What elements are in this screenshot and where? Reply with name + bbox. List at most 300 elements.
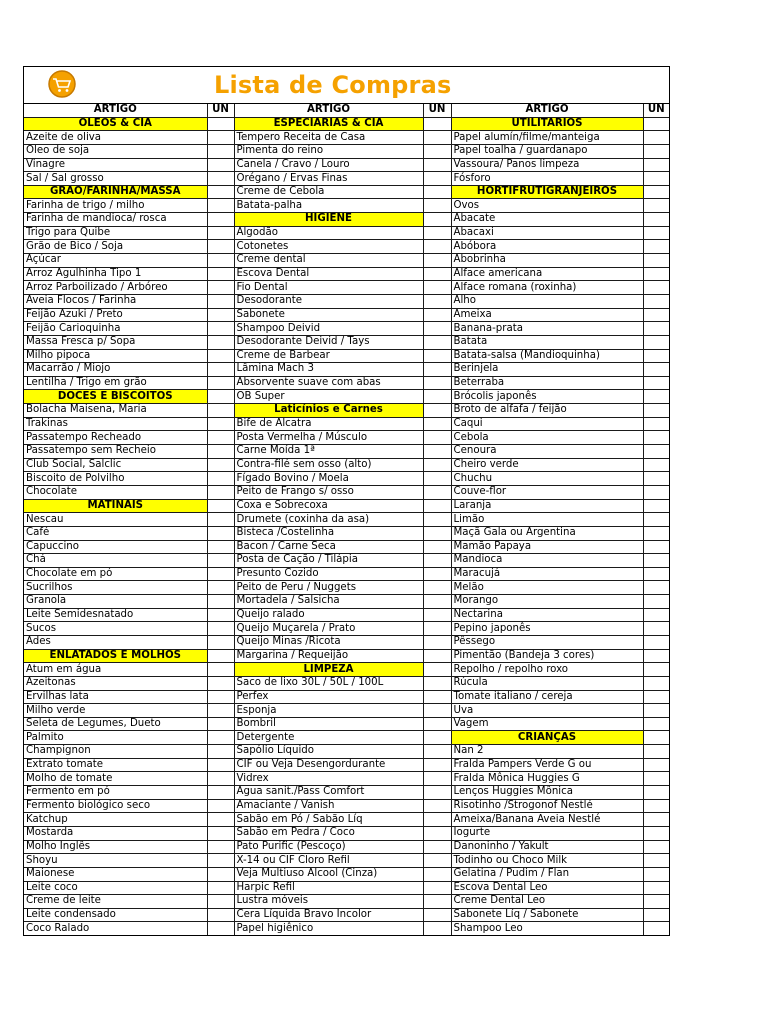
table-row <box>24 322 669 336</box>
quantity-cell[interactable] <box>643 485 669 499</box>
quantity-cell[interactable] <box>207 690 234 704</box>
quantity-cell[interactable] <box>207 267 234 281</box>
table-row <box>24 608 669 622</box>
quantity-cell[interactable] <box>207 854 234 868</box>
quantity-cell[interactable] <box>207 281 234 295</box>
table-row <box>24 213 669 227</box>
item-name: Nectarina <box>451 608 643 622</box>
quantity-cell[interactable] <box>207 840 234 854</box>
quantity-cell[interactable] <box>643 199 669 213</box>
quantity-cell[interactable] <box>423 663 451 677</box>
quantity-cell[interactable] <box>423 840 451 854</box>
item-name: Shoyu <box>24 854 207 868</box>
quantity-cell[interactable] <box>207 704 234 718</box>
quantity-cell[interactable] <box>643 717 669 731</box>
quantity-cell[interactable] <box>643 554 669 568</box>
item-name: Chocolate <box>24 485 207 499</box>
item-name: Tomate italiano / cereja <box>451 690 643 704</box>
item-name: Lenços Huggies Mônica <box>451 786 643 800</box>
quantity-cell[interactable] <box>643 185 669 199</box>
quantity-cell[interactable] <box>207 431 234 445</box>
quantity-cell[interactable] <box>643 867 669 881</box>
quantity-cell[interactable] <box>643 144 669 158</box>
quantity-cell[interactable] <box>643 854 669 868</box>
quantity-cell[interactable] <box>423 349 451 363</box>
table-row <box>24 745 669 759</box>
quantity-cell[interactable] <box>207 172 234 186</box>
quantity-cell[interactable] <box>423 431 451 445</box>
quantity-cell[interactable] <box>207 226 234 240</box>
page-title: Lista de Compras <box>214 71 452 99</box>
item-name: Extrato tomate <box>24 758 207 772</box>
section-header: GRÃO/FARINHA/MASSA <box>24 185 207 199</box>
item-name: Caqui <box>451 417 643 431</box>
table-row <box>24 363 669 377</box>
item-name: Molho de tomate <box>24 772 207 786</box>
quantity-cell[interactable] <box>423 567 451 581</box>
table-row <box>24 595 669 609</box>
quantity-cell[interactable] <box>643 758 669 772</box>
quantity-cell[interactable] <box>643 663 669 677</box>
quantity-cell[interactable] <box>207 813 234 827</box>
quantity-cell[interactable] <box>643 581 669 595</box>
quantity-cell[interactable] <box>207 540 234 554</box>
item-name: Limão <box>451 513 643 527</box>
quantity-cell[interactable] <box>423 581 451 595</box>
item-name: Creme Dental Leo <box>451 895 643 909</box>
table-row <box>24 294 669 308</box>
quantity-cell[interactable] <box>423 267 451 281</box>
quantity-cell[interactable] <box>643 404 669 418</box>
shopping-list-sheet <box>23 66 670 936</box>
item-name: Ervilhas lata <box>24 690 207 704</box>
table-row <box>24 799 669 813</box>
item-name: Feijão Azuki / Preto <box>24 308 207 322</box>
quantity-cell[interactable] <box>643 840 669 854</box>
item-name: Óleo de soja <box>24 144 207 158</box>
section-header: HORTIFRUTIGRANJEIROS <box>451 185 643 199</box>
quantity-cell[interactable] <box>207 758 234 772</box>
quantity-cell[interactable] <box>423 458 451 472</box>
item-name: Mortadela / Salsicha <box>234 595 423 609</box>
item-name: Gelatina / Pudim / Flan <box>451 867 643 881</box>
quantity-cell[interactable] <box>207 322 234 336</box>
quantity-cell[interactable] <box>207 131 234 145</box>
item-name: Ameixa <box>451 308 643 322</box>
quantity-cell[interactable] <box>207 513 234 527</box>
quantity-cell[interactable] <box>207 472 234 486</box>
quantity-cell[interactable] <box>207 745 234 759</box>
quantity-cell[interactable] <box>207 199 234 213</box>
quantity-cell[interactable] <box>643 158 669 172</box>
quantity-cell[interactable] <box>207 649 234 663</box>
quantity-cell[interactable] <box>643 826 669 840</box>
table-row <box>24 390 669 404</box>
item-name: Passatempo sem Recheio <box>24 445 207 459</box>
quantity-cell[interactable] <box>207 799 234 813</box>
quantity-cell[interactable] <box>423 922 451 935</box>
item-name: Bacon / Carne Seca <box>234 540 423 554</box>
quantity-cell[interactable] <box>207 363 234 377</box>
quantity-cell[interactable] <box>643 117 669 131</box>
table-row <box>24 731 669 745</box>
quantity-cell[interactable] <box>423 554 451 568</box>
item-name: Cenoura <box>451 445 643 459</box>
quantity-cell[interactable] <box>423 445 451 459</box>
quantity-cell[interactable] <box>423 622 451 636</box>
quantity-cell[interactable] <box>423 363 451 377</box>
table-row <box>24 649 669 663</box>
quantity-cell[interactable] <box>207 908 234 922</box>
quantity-cell[interactable] <box>207 185 234 199</box>
quantity-cell[interactable] <box>207 445 234 459</box>
quantity-cell[interactable] <box>207 526 234 540</box>
item-name: Lâmina Mach 3 <box>234 363 423 377</box>
quantity-cell[interactable] <box>423 526 451 540</box>
quantity-cell[interactable] <box>207 676 234 690</box>
quantity-cell[interactable] <box>643 390 669 404</box>
quantity-cell[interactable] <box>423 185 451 199</box>
quantity-cell[interactable] <box>643 376 669 390</box>
item-name: Tempero Receita de Casa <box>234 131 423 145</box>
quantity-cell[interactable] <box>423 226 451 240</box>
item-name: Papel alumín/filme/manteiga <box>451 131 643 145</box>
item-name: Escova Dental Leo <box>451 881 643 895</box>
item-name: Champignon <box>24 745 207 759</box>
quantity-cell[interactable] <box>207 417 234 431</box>
item-name: Arroz Parboilizado / Arbóreo <box>24 281 207 295</box>
quantity-cell[interactable] <box>643 213 669 227</box>
quantity-cell[interactable] <box>423 595 451 609</box>
item-name: Sucos <box>24 622 207 636</box>
quantity-cell[interactable] <box>207 158 234 172</box>
quantity-cell[interactable] <box>423 608 451 622</box>
quantity-cell[interactable] <box>643 240 669 254</box>
quantity-cell[interactable] <box>423 472 451 486</box>
table-row <box>24 622 669 636</box>
quantity-cell[interactable] <box>643 772 669 786</box>
quantity-cell[interactable] <box>643 690 669 704</box>
table-row <box>24 772 669 786</box>
item-name: Club Social, Salclic <box>24 458 207 472</box>
item-name: Esponja <box>234 704 423 718</box>
quantity-cell[interactable] <box>207 254 234 268</box>
item-name: Macarrão / Miojo <box>24 363 207 377</box>
quantity-cell[interactable] <box>643 363 669 377</box>
item-name: Mostarda <box>24 826 207 840</box>
quantity-cell[interactable] <box>643 472 669 486</box>
column-header-un: UN <box>207 104 234 117</box>
quantity-cell[interactable] <box>643 881 669 895</box>
item-name: Trigo para Quibe <box>24 226 207 240</box>
item-name: Perfex <box>234 690 423 704</box>
item-name: Harpic Refil <box>234 881 423 895</box>
quantity-cell[interactable] <box>643 281 669 295</box>
item-name: Saco de lixo 30L / 50L / 100L <box>234 676 423 690</box>
item-name: Fermento biológico seco <box>24 799 207 813</box>
quantity-cell[interactable] <box>207 717 234 731</box>
table-row <box>24 226 669 240</box>
quantity-cell[interactable] <box>423 676 451 690</box>
quantity-cell[interactable] <box>643 895 669 909</box>
item-name: Queijo Muçarela / Prato <box>234 622 423 636</box>
quantity-cell[interactable] <box>207 663 234 677</box>
item-name: Rúcula <box>451 676 643 690</box>
quantity-cell[interactable] <box>423 335 451 349</box>
quantity-cell[interactable] <box>207 554 234 568</box>
quantity-cell[interactable] <box>423 540 451 554</box>
quantity-cell[interactable] <box>207 404 234 418</box>
quantity-cell[interactable] <box>207 485 234 499</box>
item-name: Uva <box>451 704 643 718</box>
item-name: Sal / Sal grosso <box>24 172 207 186</box>
table-row <box>24 144 669 158</box>
quantity-cell[interactable] <box>207 772 234 786</box>
quantity-cell[interactable] <box>207 567 234 581</box>
quantity-cell[interactable] <box>207 117 234 131</box>
quantity-cell[interactable] <box>643 526 669 540</box>
quantity-cell[interactable] <box>423 240 451 254</box>
quantity-cell[interactable] <box>643 294 669 308</box>
quantity-cell[interactable] <box>643 445 669 459</box>
quantity-cell[interactable] <box>423 895 451 909</box>
quantity-cell[interactable] <box>643 540 669 554</box>
quantity-cell[interactable] <box>643 322 669 336</box>
quantity-cell[interactable] <box>423 308 451 322</box>
item-name: Iogurte <box>451 826 643 840</box>
quantity-cell[interactable] <box>643 676 669 690</box>
item-name: Leite condensado <box>24 908 207 922</box>
item-name: Farinha de trigo / milho <box>24 199 207 213</box>
quantity-cell[interactable] <box>207 895 234 909</box>
quantity-cell[interactable] <box>423 786 451 800</box>
table-row <box>24 635 669 649</box>
item-name: Alface romana (roxinha) <box>451 281 643 295</box>
item-name: Água sanit./Pass Comfort <box>234 786 423 800</box>
quantity-cell[interactable] <box>643 704 669 718</box>
quantity-cell[interactable] <box>207 867 234 881</box>
table-row <box>24 431 669 445</box>
quantity-cell[interactable] <box>423 376 451 390</box>
quantity-cell[interactable] <box>207 881 234 895</box>
quantity-cell[interactable] <box>643 813 669 827</box>
quantity-cell[interactable] <box>207 349 234 363</box>
item-name: Mandioca <box>451 554 643 568</box>
table-row <box>24 540 669 554</box>
item-name: Cebola <box>451 431 643 445</box>
quantity-cell[interactable] <box>423 867 451 881</box>
item-name: Batata-salsa (Mandioquinha) <box>451 349 643 363</box>
quantity-cell[interactable] <box>643 608 669 622</box>
item-name: Açúcar <box>24 254 207 268</box>
table-row <box>24 376 669 390</box>
quantity-cell[interactable] <box>423 635 451 649</box>
quantity-cell[interactable] <box>207 499 234 513</box>
item-name: Vidrex <box>234 772 423 786</box>
quantity-cell[interactable] <box>423 199 451 213</box>
quantity-cell[interactable] <box>643 799 669 813</box>
quantity-cell[interactable] <box>643 131 669 145</box>
item-name: Risotinho /Strogonof Nestlé <box>451 799 643 813</box>
quantity-cell[interactable] <box>207 595 234 609</box>
quantity-cell[interactable] <box>207 458 234 472</box>
quantity-cell[interactable] <box>207 922 234 935</box>
quantity-cell[interactable] <box>423 254 451 268</box>
item-name: Chocolate em pó <box>24 567 207 581</box>
quantity-cell[interactable] <box>423 131 451 145</box>
quantity-cell[interactable] <box>643 417 669 431</box>
quantity-cell[interactable] <box>643 649 669 663</box>
item-name: Melão <box>451 581 643 595</box>
quantity-cell[interactable] <box>207 240 234 254</box>
quantity-cell[interactable] <box>423 690 451 704</box>
item-name: Pêssego <box>451 635 643 649</box>
quantity-cell[interactable] <box>207 335 234 349</box>
table-row <box>24 417 669 431</box>
quantity-cell[interactable] <box>643 786 669 800</box>
quantity-cell[interactable] <box>423 404 451 418</box>
section-header: LIMPEZA <box>234 663 423 677</box>
quantity-cell[interactable] <box>643 267 669 281</box>
quantity-cell[interactable] <box>207 294 234 308</box>
quantity-cell[interactable] <box>423 513 451 527</box>
quantity-cell[interactable] <box>207 144 234 158</box>
item-name: Peito de Peru / Nuggets <box>234 581 423 595</box>
quantity-cell[interactable] <box>643 513 669 527</box>
quantity-cell[interactable] <box>643 635 669 649</box>
quantity-cell[interactable] <box>643 499 669 513</box>
quantity-cell[interactable] <box>423 908 451 922</box>
table-row <box>24 895 669 909</box>
quantity-cell[interactable] <box>423 172 451 186</box>
item-name: Margarina / Requeijão <box>234 649 423 663</box>
quantity-cell[interactable] <box>207 581 234 595</box>
quantity-cell[interactable] <box>423 281 451 295</box>
item-name: Sabonete Líq / Sabonete <box>451 908 643 922</box>
quantity-cell[interactable] <box>423 717 451 731</box>
quantity-cell[interactable] <box>643 595 669 609</box>
table-row <box>24 499 669 513</box>
item-name: X-14 ou CIF Cloro Refil <box>234 854 423 868</box>
quantity-cell[interactable] <box>423 731 451 745</box>
quantity-cell[interactable] <box>643 567 669 581</box>
quantity-cell[interactable] <box>643 431 669 445</box>
quantity-cell[interactable] <box>423 144 451 158</box>
column-header-artigo: ARTIGO <box>24 104 207 117</box>
item-name: Fralda Pampers Verde G ou <box>451 758 643 772</box>
quantity-cell[interactable] <box>207 608 234 622</box>
quantity-cell[interactable] <box>423 649 451 663</box>
quantity-cell[interactable] <box>643 922 669 935</box>
table-row <box>24 485 669 499</box>
item-name: Morango <box>451 595 643 609</box>
table-row <box>24 840 669 854</box>
quantity-cell[interactable] <box>643 308 669 322</box>
item-name: Sucrilhos <box>24 581 207 595</box>
item-name: Abacaxi <box>451 226 643 240</box>
quantity-cell[interactable] <box>643 731 669 745</box>
item-name: Papel toalha / guardanapo <box>451 144 643 158</box>
quantity-cell[interactable] <box>423 499 451 513</box>
quantity-cell[interactable] <box>643 172 669 186</box>
quantity-cell[interactable] <box>207 213 234 227</box>
quantity-cell[interactable] <box>643 335 669 349</box>
item-name: Café <box>24 526 207 540</box>
quantity-cell[interactable] <box>207 826 234 840</box>
item-name: Sabão em Pó / Sabão Líq <box>234 813 423 827</box>
quantity-cell[interactable] <box>423 881 451 895</box>
table-row <box>24 567 669 581</box>
quantity-cell[interactable] <box>643 254 669 268</box>
item-name: Canela / Cravo / Louro <box>234 158 423 172</box>
quantity-cell[interactable] <box>423 322 451 336</box>
item-name: Katchup <box>24 813 207 827</box>
quantity-cell[interactable] <box>643 908 669 922</box>
quantity-cell[interactable] <box>423 213 451 227</box>
quantity-cell[interactable] <box>423 826 451 840</box>
quantity-cell[interactable] <box>423 158 451 172</box>
quantity-cell[interactable] <box>423 294 451 308</box>
quantity-cell[interactable] <box>423 772 451 786</box>
quantity-cell[interactable] <box>423 390 451 404</box>
item-name: Presunto Cozido <box>234 567 423 581</box>
quantity-cell[interactable] <box>423 854 451 868</box>
item-name: Alho <box>451 294 643 308</box>
quantity-cell[interactable] <box>207 376 234 390</box>
quantity-cell[interactable] <box>423 704 451 718</box>
quantity-cell[interactable] <box>643 349 669 363</box>
quantity-cell[interactable] <box>207 635 234 649</box>
item-name: Feijão Carioquinha <box>24 322 207 336</box>
quantity-cell[interactable] <box>423 745 451 759</box>
item-name: Massa Fresca p/ Sopa <box>24 335 207 349</box>
table-row <box>24 881 669 895</box>
table-row <box>24 158 669 172</box>
quantity-cell[interactable] <box>423 799 451 813</box>
quantity-cell[interactable] <box>423 117 451 131</box>
item-name: Trakinas <box>24 417 207 431</box>
quantity-cell[interactable] <box>643 226 669 240</box>
table-row <box>24 458 669 472</box>
table-row <box>24 445 669 459</box>
quantity-cell[interactable] <box>207 390 234 404</box>
item-name: Arroz Agulhinha Tipo 1 <box>24 267 207 281</box>
quantity-cell[interactable] <box>423 485 451 499</box>
item-name: Beterraba <box>451 376 643 390</box>
quantity-cell[interactable] <box>423 758 451 772</box>
item-name: Passatempo Recheado <box>24 431 207 445</box>
quantity-cell[interactable] <box>423 813 451 827</box>
item-name: Queijo Minas /Ricota <box>234 635 423 649</box>
quantity-cell[interactable] <box>643 458 669 472</box>
item-name: Leite Semidesnatado <box>24 608 207 622</box>
title-bar <box>24 67 669 104</box>
column-header-artigo: ARTIGO <box>234 104 423 117</box>
item-name: Peito de Frango s/ osso <box>234 485 423 499</box>
quantity-cell[interactable] <box>643 745 669 759</box>
quantity-cell[interactable] <box>207 622 234 636</box>
quantity-cell[interactable] <box>207 731 234 745</box>
quantity-cell[interactable] <box>207 308 234 322</box>
quantity-cell[interactable] <box>423 417 451 431</box>
section-header: DOCES E BISCOITOS <box>24 390 207 404</box>
item-name: Cotonetes <box>234 240 423 254</box>
quantity-cell[interactable] <box>207 786 234 800</box>
item-name: Nan 2 <box>451 745 643 759</box>
quantity-cell[interactable] <box>643 622 669 636</box>
section-header: Laticínios e Carnes <box>234 404 423 418</box>
item-name: Laranja <box>451 499 643 513</box>
